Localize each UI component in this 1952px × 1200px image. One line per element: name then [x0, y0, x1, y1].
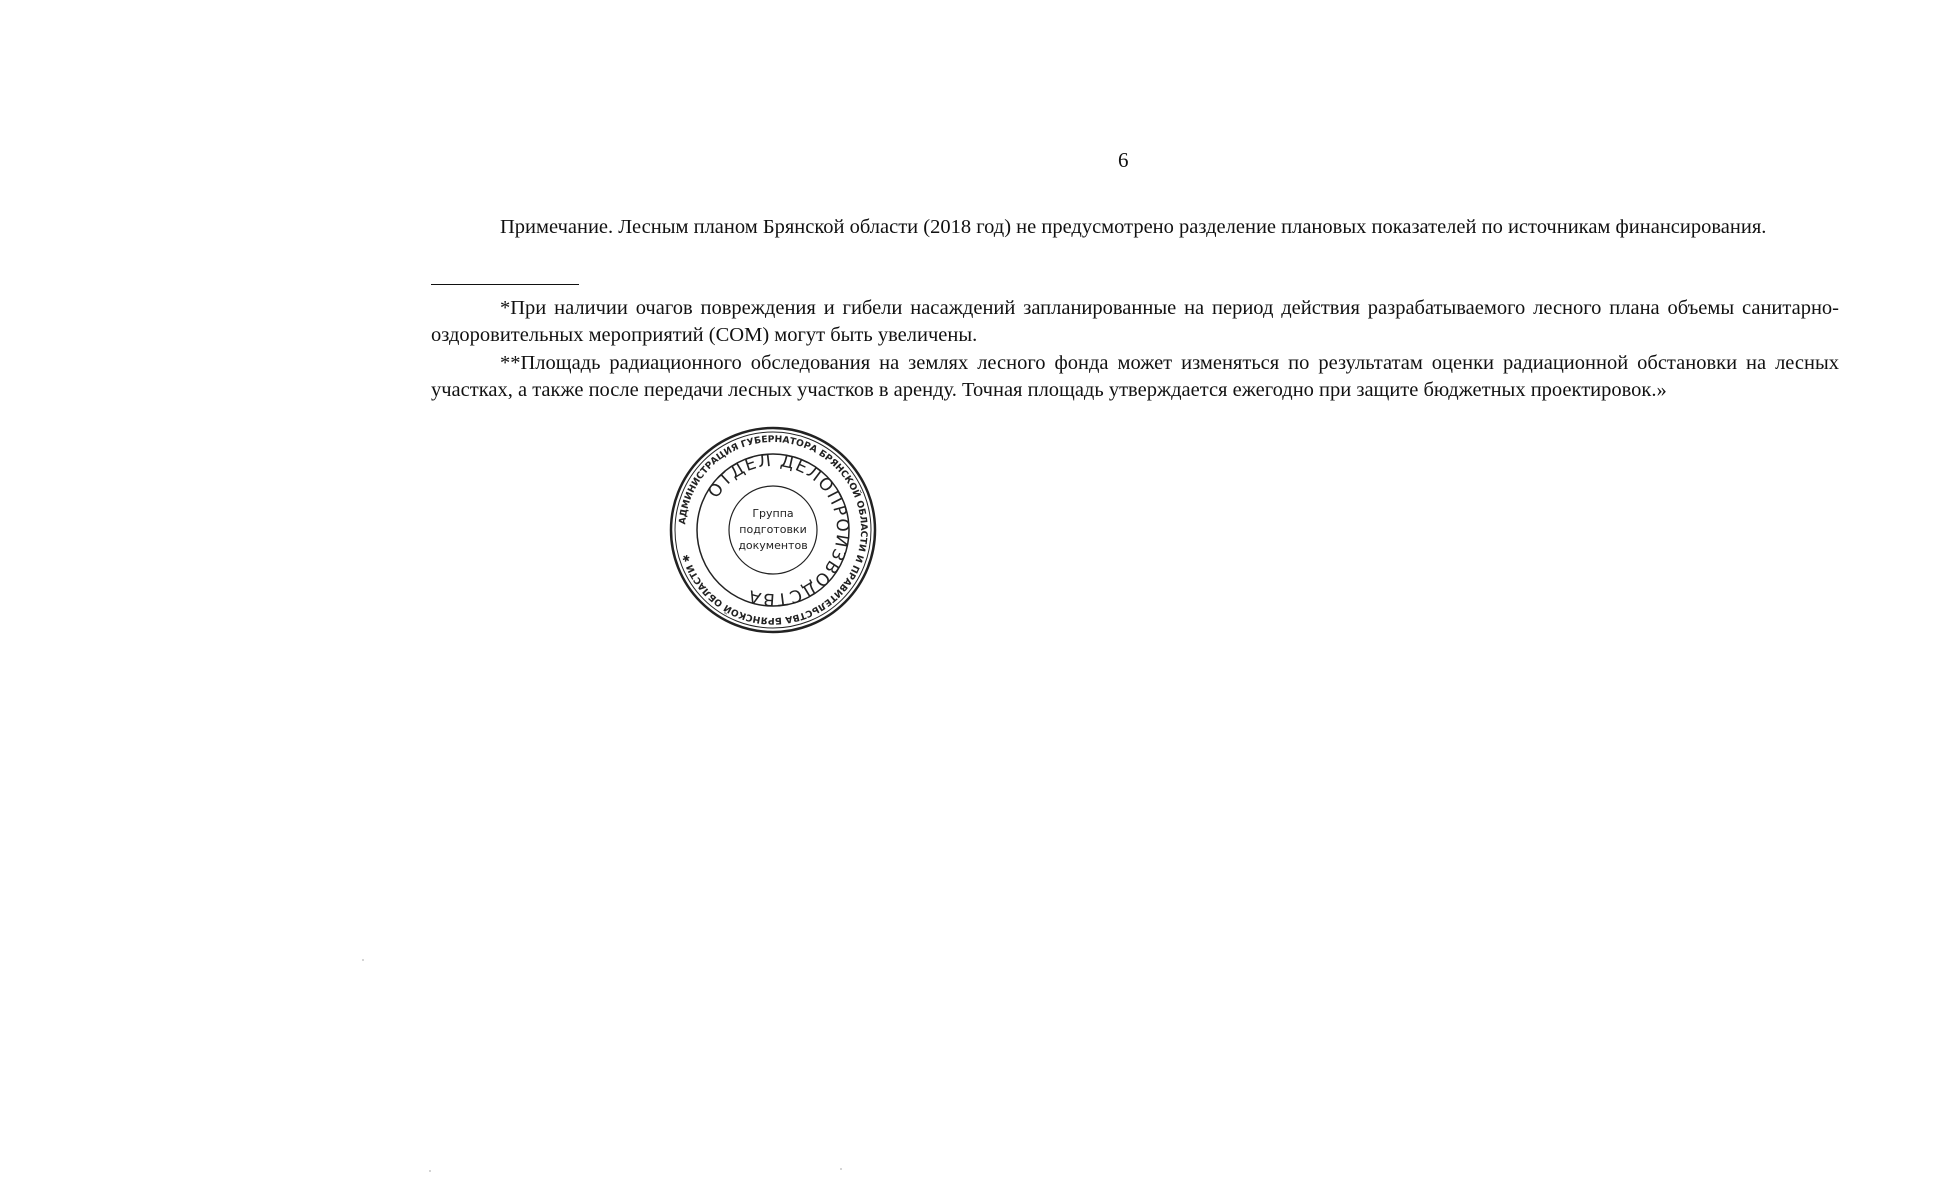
page-number: 6	[1118, 148, 1129, 172]
footnote-separator	[431, 284, 579, 285]
footnote-2: **Площадь радиационного обследования на землях лесного фонда может изменяться по результатам оценки радиационной обстановки на лесных участках, а также после передачи лесных участков в аренду. Точная площадь утверждается ежегодно при защите бюджетных проектировок.»	[431, 352, 1839, 401]
stamp-inner-text: ОТДЕЛ ДЕЛОПРОИЗВОДСТВА	[704, 450, 853, 610]
footnote-1: *При наличии очагов повреждения и гибели насаждений запланированные на период действия разрабатываемого лесного плана объемы санитарно-оздоровительных мероприятий (СОМ) могут быть увеличены.	[431, 297, 1839, 346]
scan-speck	[840, 1168, 842, 1170]
stamp-outer-text: АДМИНИСТРАЦИЯ ГУБЕРНАТОРА БРЯНСКОЙ ОБЛАСТИ И ПРАВИТЕЛЬСТВА БРЯНСКОЙ ОБЛАСТИ ✱	[677, 433, 870, 627]
stamp-center-line-2: подготовки	[739, 523, 807, 536]
official-stamp	[668, 425, 878, 635]
scan-speck	[362, 959, 364, 961]
scan-speck	[429, 1170, 431, 1172]
stamp-center-line-3: документов	[738, 539, 808, 552]
note-paragraph: Примечание. Лесным планом Брянской области (2018 год) не предусмотрено разделение плановых показателей по источникам финансирования.	[500, 216, 1767, 238]
stamp-center-line-1: Группа	[752, 507, 794, 520]
